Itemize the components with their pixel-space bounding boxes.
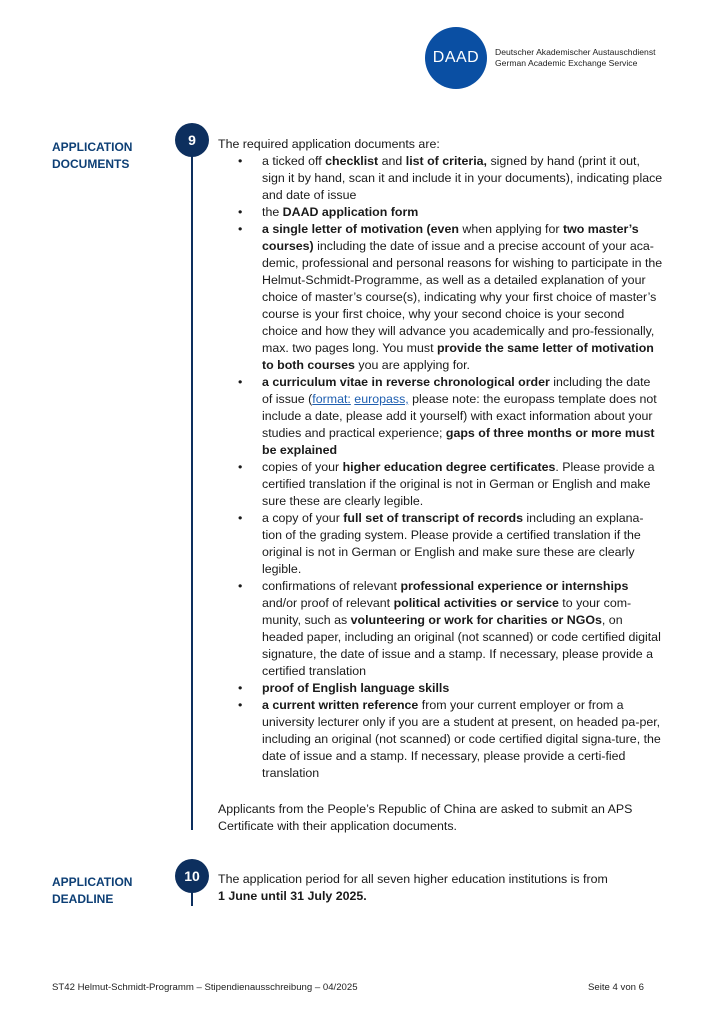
format-link[interactable]: format: [312, 392, 351, 406]
china-aps-note: Applicants from the People’s Republic of China are asked to submit an APS Certificate with their application documents. [218, 802, 633, 833]
organization-name [495, 47, 656, 69]
list-item: • a curriculum vitae in reverse chronological order including the date of issue (format: europass, please note: the europass template does not include a date, please add it yourself) with exact information about your studies and practical experience; gaps of three months or more must be explained [218, 374, 663, 459]
section-label-documents: APPLICATION DOCUMENTS [52, 140, 133, 171]
list-item: • proof of English language skills [218, 680, 663, 697]
deadline-dates: 1 June until 31 July 2025. [218, 889, 367, 903]
section-number-9: 9 [175, 123, 209, 157]
list-item: • copies of your higher education degree certificates. Please provide a certified translation if the original is not in German or English and make sure these are clearly legible. [218, 459, 663, 510]
list-item: • a single letter of motivation (even when applying for two master’s courses) including the date of issue and a precise account of your aca-demic, professional and personal reasons for wishing to participate in the Helmut-Schmidt-Programme, as well as a detailed explanation of your choice of master’s course(s), indicating why your first choice of master’s course is your first choice, why your second choice is your second choice and how they will advance you academically and pro-fessionally, max. two pages long. You must provide the same letter of motivation to both courses you are applying for. [218, 221, 663, 374]
org-name-english: German Academic Exchange Service [495, 58, 638, 68]
documents-list [218, 153, 663, 782]
footer-document-id: ST42 Helmut-Schmidt-Programm – Stipendienausschreibung – 04/2025 [52, 982, 358, 993]
org-name-german: Deutscher Akademischer Austauschdienst [495, 47, 656, 57]
documents-intro: The required application documents are: [218, 137, 440, 151]
daad-logo [425, 27, 487, 89]
list-item: • confirmations of relevant professional experience or internships and/or proof of relevant political activities or service to your com-munity, such as volunteering or work for charities or NGOs, on headed paper, including an original (not scanned) or code certified digital signature, the date of issue and a stamp. If necessary, please provide a certified translation [218, 578, 663, 680]
europass-link[interactable]: europass, [354, 392, 409, 406]
list-item: • a current written reference from your current employer or from a university lecturer only if you are a student at present, on headed pa-per, including an original (not scanned) or code certified digital signa-ture, the date of issue and a stamp. If necessary, please provide a certi-fied translation [218, 697, 663, 782]
logo-text: DAAD [432, 49, 480, 66]
list-item: • a copy of your full set of transcript of records including an explana-tion of the grading system. Please provide a certified translation if the original is not in German or English and make sure these are clearly legible. [218, 510, 663, 578]
section-9-content [218, 136, 663, 835]
deadline-text: The application period for all seven higher education institutions is from 1 June until 31 July 2025. [218, 872, 608, 903]
section-number-10: 10 [175, 859, 209, 893]
footer-page-number: Seite 4 von 6 [587, 982, 644, 993]
section-label-deadline: APPLICATION DEADLINE [52, 875, 133, 906]
section-9-timeline [191, 140, 193, 830]
list-item: • the DAAD application form [218, 204, 663, 221]
list-item: • a ticked off checklist and list of criteria, signed by hand (print it out, sign it by hand, scan it and include it in your documents), indicating place and date of issue [218, 153, 663, 204]
